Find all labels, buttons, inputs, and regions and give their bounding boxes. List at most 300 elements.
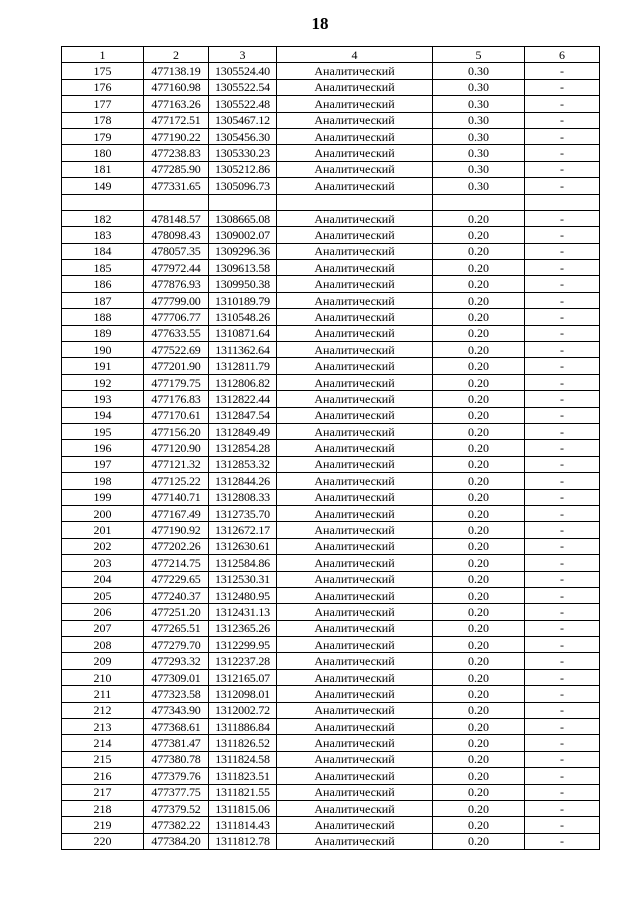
note-cell: - xyxy=(525,833,600,849)
method-cell: Аналитический xyxy=(277,161,433,177)
method-cell: Аналитический xyxy=(277,260,433,276)
x-coordinate-cell: 477799.00 xyxy=(144,292,209,308)
table-row xyxy=(62,178,600,194)
table-row xyxy=(62,79,600,95)
y-coordinate-cell: 1305212.86 xyxy=(209,161,277,177)
note-cell: - xyxy=(525,768,600,784)
error-cell: 0.20 xyxy=(433,751,525,767)
method-cell: Аналитический xyxy=(277,112,433,128)
point-number-cell: 211 xyxy=(62,686,144,702)
point-number-cell: 220 xyxy=(62,833,144,849)
error-cell: 0.20 xyxy=(433,325,525,341)
x-coordinate-cell: 477202.26 xyxy=(144,538,209,554)
y-coordinate-cell: 1309002.07 xyxy=(209,227,277,243)
note-cell: - xyxy=(525,276,600,292)
table-row xyxy=(62,505,600,521)
method-cell: Аналитический xyxy=(277,358,433,374)
method-cell: Аналитический xyxy=(277,735,433,751)
error-cell: 0.20 xyxy=(433,669,525,685)
point-number-cell: 217 xyxy=(62,784,144,800)
method-cell: Аналитический xyxy=(277,587,433,603)
y-coordinate-cell: 1311815.06 xyxy=(209,800,277,816)
table-row xyxy=(62,161,600,177)
y-coordinate-cell: 1309296.36 xyxy=(209,243,277,259)
x-coordinate-cell: 477633.55 xyxy=(144,325,209,341)
table-row xyxy=(62,260,600,276)
point-number-cell: 176 xyxy=(62,79,144,95)
note-cell: - xyxy=(525,358,600,374)
coordinates-table xyxy=(61,46,600,850)
note-cell: - xyxy=(525,374,600,390)
y-coordinate-cell: 1312530.31 xyxy=(209,571,277,587)
note-cell: - xyxy=(525,112,600,128)
table-row xyxy=(62,719,600,735)
y-coordinate-cell: 1305096.73 xyxy=(209,178,277,194)
empty-cell xyxy=(277,194,433,210)
note-cell: - xyxy=(525,227,600,243)
point-number-cell: 198 xyxy=(62,473,144,489)
error-cell: 0.20 xyxy=(433,719,525,735)
point-number-cell: 178 xyxy=(62,112,144,128)
y-coordinate-cell: 1305524.40 xyxy=(209,63,277,79)
point-number-cell: 184 xyxy=(62,243,144,259)
x-coordinate-cell: 477382.22 xyxy=(144,817,209,833)
note-cell: - xyxy=(525,325,600,341)
method-cell: Аналитический xyxy=(277,145,433,161)
x-coordinate-cell: 477238.83 xyxy=(144,145,209,161)
error-cell: 0.30 xyxy=(433,63,525,79)
error-cell: 0.20 xyxy=(433,276,525,292)
note-cell: - xyxy=(525,292,600,308)
x-coordinate-cell: 477285.90 xyxy=(144,161,209,177)
error-cell: 0.20 xyxy=(433,522,525,538)
point-number-cell: 203 xyxy=(62,555,144,571)
table-header-row xyxy=(62,47,600,63)
error-cell: 0.30 xyxy=(433,161,525,177)
x-coordinate-cell: 478057.35 xyxy=(144,243,209,259)
table-row xyxy=(62,653,600,669)
error-cell: 0.20 xyxy=(433,702,525,718)
point-number-cell: 180 xyxy=(62,145,144,161)
y-coordinate-cell: 1312808.33 xyxy=(209,489,277,505)
note-cell: - xyxy=(525,637,600,653)
error-cell: 0.20 xyxy=(433,407,525,423)
table-row xyxy=(62,440,600,456)
x-coordinate-cell: 477163.26 xyxy=(144,96,209,112)
table-row xyxy=(62,637,600,653)
x-coordinate-cell: 477323.58 xyxy=(144,686,209,702)
point-number-cell: 177 xyxy=(62,96,144,112)
note-cell: - xyxy=(525,96,600,112)
table-row xyxy=(62,112,600,128)
note-cell: - xyxy=(525,669,600,685)
x-coordinate-cell: 477972.44 xyxy=(144,260,209,276)
x-coordinate-cell: 477379.52 xyxy=(144,800,209,816)
note-cell: - xyxy=(525,423,600,439)
note-cell: - xyxy=(525,522,600,538)
table-row xyxy=(62,538,600,554)
note-cell: - xyxy=(525,604,600,620)
y-coordinate-cell: 1312630.61 xyxy=(209,538,277,554)
method-cell: Аналитический xyxy=(277,292,433,308)
error-cell: 0.20 xyxy=(433,833,525,849)
method-cell: Аналитический xyxy=(277,96,433,112)
y-coordinate-cell: 1311362.64 xyxy=(209,342,277,358)
x-coordinate-cell: 477379.76 xyxy=(144,768,209,784)
table-row xyxy=(62,128,600,144)
table-row xyxy=(62,210,600,226)
method-cell: Аналитический xyxy=(277,555,433,571)
point-number-cell: 219 xyxy=(62,817,144,833)
error-cell: 0.20 xyxy=(433,473,525,489)
y-coordinate-cell: 1305467.12 xyxy=(209,112,277,128)
method-cell: Аналитический xyxy=(277,276,433,292)
point-number-cell: 182 xyxy=(62,210,144,226)
table-row xyxy=(62,473,600,489)
method-cell: Аналитический xyxy=(277,686,433,702)
point-number-cell: 209 xyxy=(62,653,144,669)
method-cell: Аналитический xyxy=(277,653,433,669)
x-coordinate-cell: 477176.83 xyxy=(144,391,209,407)
method-cell: Аналитический xyxy=(277,751,433,767)
y-coordinate-cell: 1305522.48 xyxy=(209,96,277,112)
table-row xyxy=(62,374,600,390)
note-cell: - xyxy=(525,751,600,767)
x-coordinate-cell: 477167.49 xyxy=(144,505,209,521)
note-cell: - xyxy=(525,505,600,521)
note-cell: - xyxy=(525,571,600,587)
note-cell: - xyxy=(525,489,600,505)
error-cell: 0.20 xyxy=(433,800,525,816)
column-header: 3 xyxy=(209,47,277,63)
table-row xyxy=(62,784,600,800)
error-cell: 0.30 xyxy=(433,96,525,112)
error-cell: 0.20 xyxy=(433,768,525,784)
error-cell: 0.20 xyxy=(433,243,525,259)
error-cell: 0.30 xyxy=(433,178,525,194)
error-cell: 0.20 xyxy=(433,784,525,800)
y-coordinate-cell: 1311824.58 xyxy=(209,751,277,767)
error-cell: 0.20 xyxy=(433,587,525,603)
y-coordinate-cell: 1312849.49 xyxy=(209,423,277,439)
table-row xyxy=(62,587,600,603)
note-cell: - xyxy=(525,555,600,571)
method-cell: Аналитический xyxy=(277,178,433,194)
point-number-cell: 175 xyxy=(62,63,144,79)
note-cell: - xyxy=(525,719,600,735)
point-number-cell: 206 xyxy=(62,604,144,620)
x-coordinate-cell: 477377.75 xyxy=(144,784,209,800)
note-cell: - xyxy=(525,243,600,259)
x-coordinate-cell: 477214.75 xyxy=(144,555,209,571)
note-cell: - xyxy=(525,178,600,194)
method-cell: Аналитический xyxy=(277,768,433,784)
method-cell: Аналитический xyxy=(277,210,433,226)
column-header: 5 xyxy=(433,47,525,63)
y-coordinate-cell: 1312811.79 xyxy=(209,358,277,374)
method-cell: Аналитический xyxy=(277,571,433,587)
point-number-cell: 196 xyxy=(62,440,144,456)
x-coordinate-cell: 477121.32 xyxy=(144,456,209,472)
y-coordinate-cell: 1311826.52 xyxy=(209,735,277,751)
method-cell: Аналитический xyxy=(277,604,433,620)
empty-cell xyxy=(433,194,525,210)
method-cell: Аналитический xyxy=(277,423,433,439)
x-coordinate-cell: 478148.57 xyxy=(144,210,209,226)
x-coordinate-cell: 477522.69 xyxy=(144,342,209,358)
method-cell: Аналитический xyxy=(277,669,433,685)
column-header: 2 xyxy=(144,47,209,63)
x-coordinate-cell: 477279.70 xyxy=(144,637,209,653)
table-row xyxy=(62,358,600,374)
point-number-cell: 202 xyxy=(62,538,144,554)
point-number-cell: 193 xyxy=(62,391,144,407)
note-cell: - xyxy=(525,456,600,472)
method-cell: Аналитический xyxy=(277,374,433,390)
method-cell: Аналитический xyxy=(277,522,433,538)
point-number-cell: 194 xyxy=(62,407,144,423)
error-cell: 0.20 xyxy=(433,391,525,407)
method-cell: Аналитический xyxy=(277,456,433,472)
method-cell: Аналитический xyxy=(277,702,433,718)
method-cell: Аналитический xyxy=(277,79,433,95)
table-row xyxy=(62,817,600,833)
error-cell: 0.20 xyxy=(433,538,525,554)
error-cell: 0.20 xyxy=(433,260,525,276)
x-coordinate-cell: 477190.22 xyxy=(144,128,209,144)
y-coordinate-cell: 1312237.28 xyxy=(209,653,277,669)
note-cell: - xyxy=(525,817,600,833)
error-cell: 0.20 xyxy=(433,571,525,587)
point-number-cell: 191 xyxy=(62,358,144,374)
point-number-cell: 207 xyxy=(62,620,144,636)
error-cell: 0.20 xyxy=(433,309,525,325)
point-number-cell: 201 xyxy=(62,522,144,538)
table-row xyxy=(62,456,600,472)
method-cell: Аналитический xyxy=(277,637,433,653)
column-header: 1 xyxy=(62,47,144,63)
point-number-cell: 197 xyxy=(62,456,144,472)
error-cell: 0.20 xyxy=(433,637,525,653)
error-cell: 0.30 xyxy=(433,112,525,128)
table-row xyxy=(62,96,600,112)
error-cell: 0.20 xyxy=(433,210,525,226)
method-cell: Аналитический xyxy=(277,227,433,243)
x-coordinate-cell: 477265.51 xyxy=(144,620,209,636)
table-row xyxy=(62,292,600,308)
y-coordinate-cell: 1305456.30 xyxy=(209,128,277,144)
note-cell: - xyxy=(525,653,600,669)
x-coordinate-cell: 477368.61 xyxy=(144,719,209,735)
y-coordinate-cell: 1312365.26 xyxy=(209,620,277,636)
table-row xyxy=(62,243,600,259)
note-cell: - xyxy=(525,620,600,636)
y-coordinate-cell: 1309950.38 xyxy=(209,276,277,292)
x-coordinate-cell: 477331.65 xyxy=(144,178,209,194)
note-cell: - xyxy=(525,538,600,554)
note-cell: - xyxy=(525,342,600,358)
x-coordinate-cell: 477251.20 xyxy=(144,604,209,620)
x-coordinate-cell: 477138.19 xyxy=(144,63,209,79)
x-coordinate-cell: 477381.47 xyxy=(144,735,209,751)
error-cell: 0.20 xyxy=(433,735,525,751)
note-cell: - xyxy=(525,145,600,161)
error-cell: 0.20 xyxy=(433,653,525,669)
error-cell: 0.20 xyxy=(433,456,525,472)
error-cell: 0.20 xyxy=(433,358,525,374)
point-number-cell: 215 xyxy=(62,751,144,767)
point-number-cell: 195 xyxy=(62,423,144,439)
y-coordinate-cell: 1305522.54 xyxy=(209,79,277,95)
note-cell: - xyxy=(525,686,600,702)
note-cell: - xyxy=(525,128,600,144)
point-number-cell: 210 xyxy=(62,669,144,685)
x-coordinate-cell: 477384.20 xyxy=(144,833,209,849)
y-coordinate-cell: 1310548.26 xyxy=(209,309,277,325)
method-cell: Аналитический xyxy=(277,800,433,816)
x-coordinate-cell: 477125.22 xyxy=(144,473,209,489)
table-row xyxy=(62,571,600,587)
point-number-cell: 192 xyxy=(62,374,144,390)
error-cell: 0.30 xyxy=(433,79,525,95)
error-cell: 0.20 xyxy=(433,423,525,439)
table-row xyxy=(62,522,600,538)
x-coordinate-cell: 477706.77 xyxy=(144,309,209,325)
method-cell: Аналитический xyxy=(277,243,433,259)
x-coordinate-cell: 477309.01 xyxy=(144,669,209,685)
x-coordinate-cell: 477156.20 xyxy=(144,423,209,439)
table-row xyxy=(62,735,600,751)
table-body xyxy=(62,63,600,850)
note-cell: - xyxy=(525,391,600,407)
error-cell: 0.20 xyxy=(433,489,525,505)
y-coordinate-cell: 1311823.51 xyxy=(209,768,277,784)
table-row xyxy=(62,276,600,292)
method-cell: Аналитический xyxy=(277,128,433,144)
point-number-cell: 212 xyxy=(62,702,144,718)
error-cell: 0.20 xyxy=(433,505,525,521)
y-coordinate-cell: 1310189.79 xyxy=(209,292,277,308)
method-cell: Аналитический xyxy=(277,817,433,833)
x-coordinate-cell: 477179.75 xyxy=(144,374,209,390)
point-number-cell: 189 xyxy=(62,325,144,341)
note-cell: - xyxy=(525,309,600,325)
error-cell: 0.20 xyxy=(433,620,525,636)
error-cell: 0.20 xyxy=(433,292,525,308)
note-cell: - xyxy=(525,735,600,751)
point-number-cell: 200 xyxy=(62,505,144,521)
table-row xyxy=(62,833,600,849)
y-coordinate-cell: 1310871.64 xyxy=(209,325,277,341)
table-row xyxy=(62,604,600,620)
error-cell: 0.20 xyxy=(433,555,525,571)
point-number-cell: 214 xyxy=(62,735,144,751)
method-cell: Аналитический xyxy=(277,538,433,554)
point-number-cell: 179 xyxy=(62,128,144,144)
note-cell: - xyxy=(525,161,600,177)
x-coordinate-cell: 477343.90 xyxy=(144,702,209,718)
error-cell: 0.20 xyxy=(433,227,525,243)
method-cell: Аналитический xyxy=(277,309,433,325)
y-coordinate-cell: 1305330.23 xyxy=(209,145,277,161)
error-cell: 0.30 xyxy=(433,145,525,161)
x-coordinate-cell: 477876.93 xyxy=(144,276,209,292)
point-number-cell: 205 xyxy=(62,587,144,603)
table-row xyxy=(62,423,600,439)
point-number-cell: 183 xyxy=(62,227,144,243)
x-coordinate-cell: 477172.51 xyxy=(144,112,209,128)
table-row xyxy=(62,702,600,718)
table-row xyxy=(62,342,600,358)
error-cell: 0.20 xyxy=(433,686,525,702)
empty-cell xyxy=(525,194,600,210)
method-cell: Аналитический xyxy=(277,440,433,456)
y-coordinate-cell: 1311821.55 xyxy=(209,784,277,800)
x-coordinate-cell: 477160.98 xyxy=(144,79,209,95)
error-cell: 0.20 xyxy=(433,374,525,390)
note-cell: - xyxy=(525,260,600,276)
method-cell: Аналитический xyxy=(277,489,433,505)
y-coordinate-cell: 1312672.17 xyxy=(209,522,277,538)
table-row xyxy=(62,800,600,816)
point-number-cell: 186 xyxy=(62,276,144,292)
table-row xyxy=(62,751,600,767)
method-cell: Аналитический xyxy=(277,833,433,849)
y-coordinate-cell: 1312853.32 xyxy=(209,456,277,472)
method-cell: Аналитический xyxy=(277,505,433,521)
table-row xyxy=(62,325,600,341)
y-coordinate-cell: 1312584.86 xyxy=(209,555,277,571)
error-cell: 0.20 xyxy=(433,817,525,833)
error-cell: 0.20 xyxy=(433,440,525,456)
x-coordinate-cell: 477170.61 xyxy=(144,407,209,423)
note-cell: - xyxy=(525,702,600,718)
column-header: 4 xyxy=(277,47,433,63)
point-number-cell: 149 xyxy=(62,178,144,194)
note-cell: - xyxy=(525,63,600,79)
table-row xyxy=(62,227,600,243)
point-number-cell: 208 xyxy=(62,637,144,653)
empty-cell xyxy=(144,194,209,210)
point-number-cell: 216 xyxy=(62,768,144,784)
y-coordinate-cell: 1312431.13 xyxy=(209,604,277,620)
table-row xyxy=(62,63,600,79)
error-cell: 0.20 xyxy=(433,342,525,358)
note-cell: - xyxy=(525,473,600,489)
error-cell: 0.20 xyxy=(433,604,525,620)
x-coordinate-cell: 477201.90 xyxy=(144,358,209,374)
table-row xyxy=(62,309,600,325)
empty-cell xyxy=(62,194,144,210)
x-coordinate-cell: 477120.90 xyxy=(144,440,209,456)
separator-row xyxy=(62,194,600,210)
y-coordinate-cell: 1312806.82 xyxy=(209,374,277,390)
point-number-cell: 185 xyxy=(62,260,144,276)
table-row xyxy=(62,145,600,161)
y-coordinate-cell: 1311814.43 xyxy=(209,817,277,833)
method-cell: Аналитический xyxy=(277,620,433,636)
table-row xyxy=(62,555,600,571)
method-cell: Аналитический xyxy=(277,325,433,341)
note-cell: - xyxy=(525,79,600,95)
method-cell: Аналитический xyxy=(277,784,433,800)
y-coordinate-cell: 1309613.58 xyxy=(209,260,277,276)
method-cell: Аналитический xyxy=(277,391,433,407)
x-coordinate-cell: 477229.65 xyxy=(144,571,209,587)
y-coordinate-cell: 1311812.78 xyxy=(209,833,277,849)
y-coordinate-cell: 1312735.70 xyxy=(209,505,277,521)
y-coordinate-cell: 1312480.95 xyxy=(209,587,277,603)
